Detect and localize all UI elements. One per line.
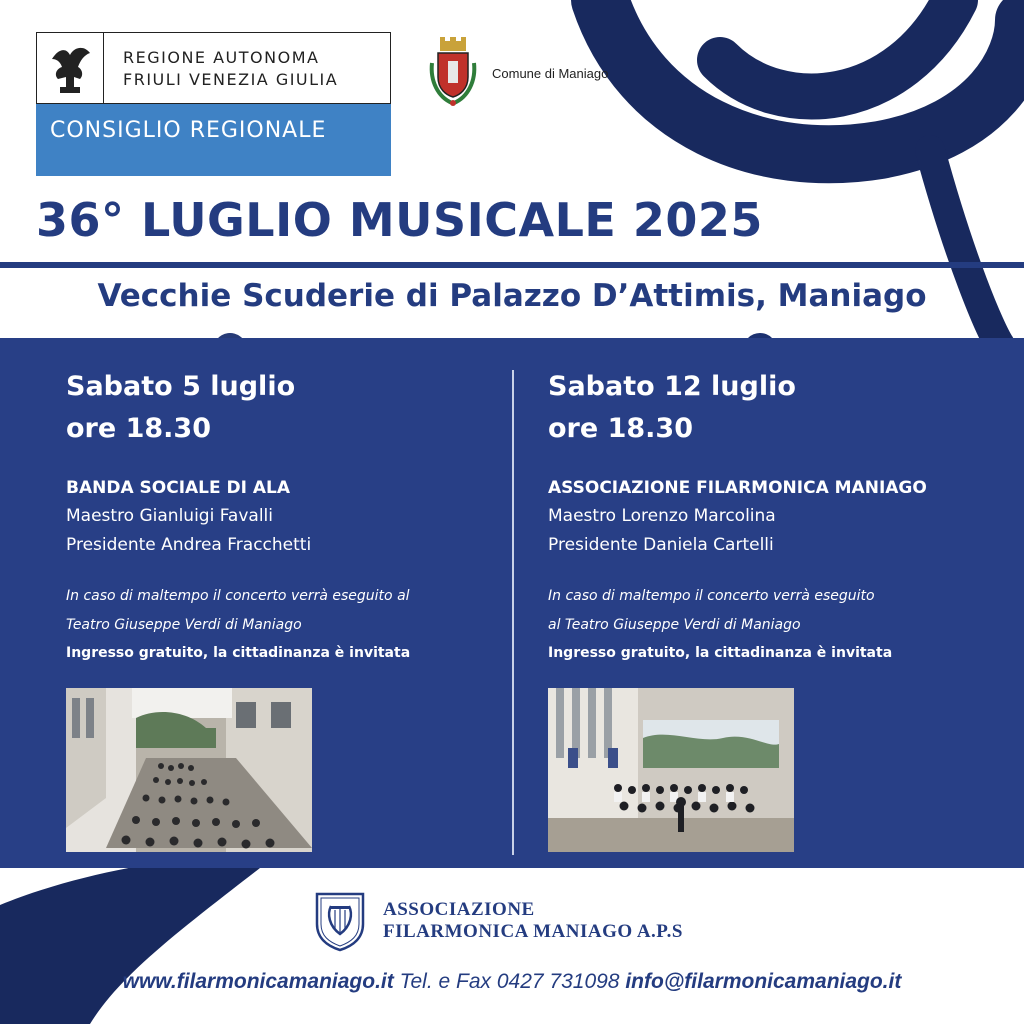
region-line-1: REGIONE AUTONOMA [123, 48, 320, 67]
lyre-icon [311, 890, 369, 952]
region-name [123, 47, 338, 91]
event-note-line-2: Teatro Giuseppe Verdi di Maniago [66, 617, 302, 633]
event-maestro: Maestro Gianluigi Favalli [66, 506, 273, 526]
event-maestro: Maestro Lorenzo Marcolina [548, 506, 776, 526]
event-time: ore 18.30 [66, 413, 211, 444]
comune-label: Comune di Maniago [492, 65, 609, 81]
event-date: Sabato 5 luglio [66, 371, 296, 402]
concert-photo-band [548, 688, 794, 852]
event-president: Presidente Andrea Fracchetti [66, 535, 312, 555]
website-link[interactable]: www.filarmonicamaniago.it [122, 970, 394, 993]
event-note-line-2: al Teatro Giuseppe Verdi di Maniago [548, 617, 801, 633]
comune-logo [428, 36, 608, 110]
association-line-1: ASSOCIAZIONE [383, 899, 535, 920]
event-time: ore 18.30 [548, 413, 693, 444]
association-name [383, 899, 683, 943]
email-link[interactable]: info@filarmonicamaniago.it [625, 970, 902, 993]
event-column-2 [548, 366, 988, 666]
region-logo-box [36, 32, 391, 104]
concert-photo-courtyard [66, 688, 312, 852]
event-note [548, 582, 988, 640]
venue-title: Vecchie Scuderie di Palazzo D’Attimis, Maniago [97, 278, 927, 314]
contact-line [0, 970, 1024, 994]
association-logo [311, 890, 683, 952]
region-logo [36, 32, 391, 176]
event-date: Sabato 12 luglio [548, 371, 796, 402]
event-band: ASSOCIAZIONE FILARMONICA MANIAGO [548, 478, 927, 498]
region-council-label: CONSIGLIO REGIONALE [50, 118, 327, 143]
region-council-bar [36, 104, 391, 176]
association-line-2: FILARMONICA MANIAGO A.P.S [383, 921, 683, 942]
phone-label: Tel. e Fax 0427 731098 [399, 970, 620, 993]
event-band: BANDA SOCIALE DI ALA [66, 478, 291, 498]
event-president: Presidente Daniela Cartelli [548, 535, 774, 555]
region-line-2: FRIULI VENEZIA GIULIA [123, 70, 339, 89]
coat-of-arms-icon [428, 37, 478, 109]
event-note-line-1: In caso di maltempo il concerto verrà eseguito al [66, 588, 410, 604]
event-column-1 [66, 366, 506, 666]
page-title: 36° LUGLIO MUSICALE 2025 [36, 193, 763, 247]
event-note-line-1: In caso di maltempo il concerto verrà eseguito [548, 588, 875, 604]
event-free-entry: Ingresso gratuito, la cittadinanza è invitata [548, 645, 893, 661]
column-divider [512, 370, 514, 855]
title-divider [0, 262, 1024, 268]
event-free-entry: Ingresso gratuito, la cittadinanza è invitata [66, 645, 411, 661]
event-note [66, 582, 506, 640]
eagle-icon [37, 33, 104, 103]
